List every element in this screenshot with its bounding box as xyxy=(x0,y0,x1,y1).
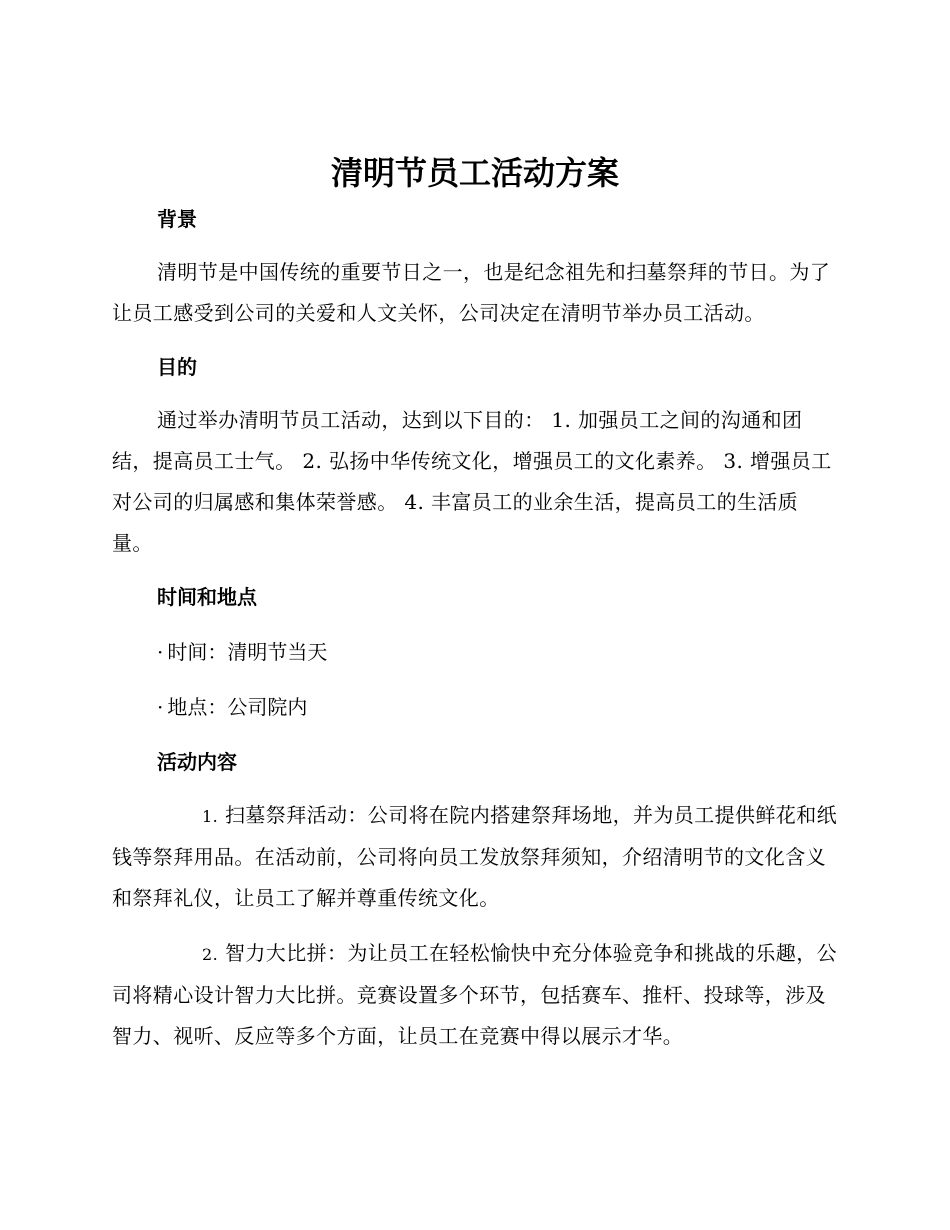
section-heading-background: 背景 xyxy=(157,207,197,231)
activity-number: 2. xyxy=(202,945,219,964)
bullet-dot: · xyxy=(157,640,164,664)
bullet-text: 地点：公司院内 xyxy=(167,695,308,719)
bullet-text: 时间：清明节当天 xyxy=(167,640,328,664)
document-title: 清明节员工活动方案 xyxy=(330,154,619,192)
activity-text: 扫墓祭拜活动：公司将在院内搭建祭拜场地，并为员工提供鲜花和纸钱等祭拜用品。在活动前，公司将向员工发放祭拜须知，介绍清明节的文化含义和祭拜礼仪，让员工了解并尊重传统文化。 xyxy=(112,803,837,910)
bullet-dot: · xyxy=(157,695,164,719)
purpose-paragraph: 通过举办清明节员工活动，达到以下目的： 1. 加强员工之间的沟通和团结，提高员工士气。 2. 弘扬中华传统文化，增强员工的文化素养。 3. 增强员工对公司的归属感和集体荣誉感。 4. 丰富员工的业余生活，提高员工的生活质量。 xyxy=(112,408,832,555)
document-body xyxy=(112,200,838,1057)
activity-item xyxy=(112,933,838,1057)
section-heading-purpose: 目的 xyxy=(157,355,197,379)
background-paragraph: 清明节是中国传统的重要节日之一，也是纪念祖先和扫墓祭拜的节日。为了让员工感受到公司的关爱和人文关怀，公司决定在清明节举办员工活动。 xyxy=(112,260,831,325)
activity-number: 1. xyxy=(202,807,219,826)
activity-text: 智力大比拼：为让员工在轻松愉快中充分体验竞争和挑战的乐趣，公司将精心设计智力大比拼。竞赛设置多个环节，包括赛车、推杆、投球等，涉及智力、视听、反应等多个方面，让员工在竞赛中得以展示才华。 xyxy=(112,941,837,1048)
bullet-item-place xyxy=(112,688,838,726)
activity-item xyxy=(112,795,838,919)
bullet-item-time xyxy=(112,633,838,671)
section-heading-time-place: 时间和地点 xyxy=(157,585,257,609)
section-heading-activities: 活动内容 xyxy=(157,750,237,774)
